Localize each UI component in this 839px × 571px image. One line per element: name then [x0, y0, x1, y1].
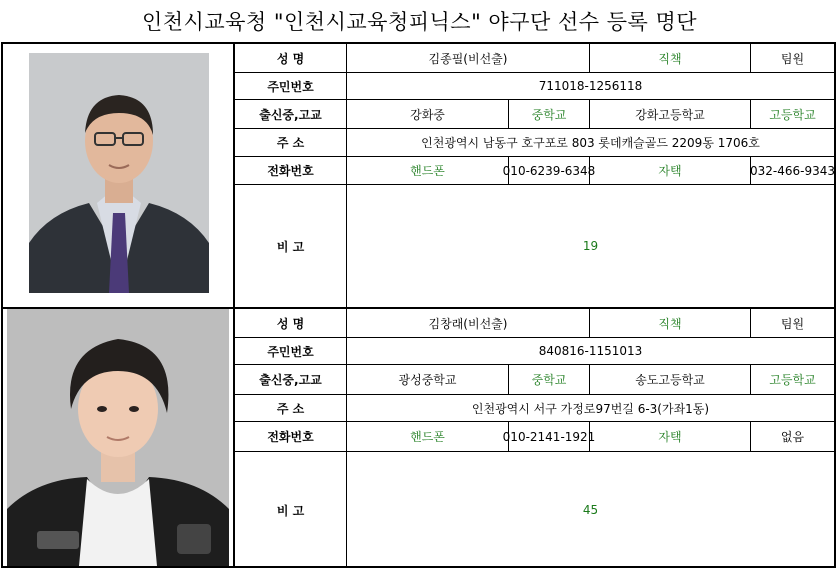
roster-sheet [1, 42, 836, 568]
high-school-label: 고등학교 [751, 365, 834, 395]
middle-school-value: 광성중학교 [347, 365, 509, 395]
id-value: 840816-1151013 [347, 338, 834, 365]
player-block-2 [3, 307, 834, 568]
mobile-label: 핸드폰 [347, 422, 509, 452]
high-school-value: 강화고등학교 [590, 100, 751, 129]
page-title: 인천시교육청 "인천시교육청피닉스" 야구단 선수 등록 명단 [141, 10, 698, 34]
mobile-value: 010-2141-1921 [509, 422, 590, 452]
label-school: 출신중,고교 [235, 365, 347, 395]
info-grid [235, 44, 834, 307]
label-remark: 비 고 [235, 452, 347, 568]
middle-school-label: 중학교 [509, 365, 590, 395]
label-phone: 전화번호 [235, 422, 347, 452]
label-address: 주 소 [235, 129, 347, 157]
home-label: 자택 [590, 422, 751, 452]
home-label: 자택 [590, 157, 751, 185]
photo-cell [3, 44, 235, 307]
mobile-value: 010-6239-6348 [509, 157, 590, 185]
remark-value: 45 [582, 503, 599, 517]
player-block-1 [3, 44, 834, 307]
id-value: 711018-1256118 [347, 73, 834, 100]
name-value: 김종필(비선출) [347, 44, 590, 73]
label-remark: 비 고 [235, 185, 347, 307]
player-photo [7, 309, 229, 566]
middle-school-value: 강화중 [347, 100, 509, 129]
label-school: 출신중,고교 [235, 100, 347, 129]
label-name: 성 명 [235, 44, 347, 73]
home-value: 032-466-9343 [751, 157, 834, 185]
label-id: 주민번호 [235, 73, 347, 100]
label-address: 주 소 [235, 395, 347, 422]
high-school-label: 고등학교 [751, 100, 834, 129]
label-name: 성 명 [235, 309, 347, 338]
address-value: 인천광역시 서구 가정로97번길 6-3(가좌1동) [347, 395, 834, 422]
high-school-value: 송도고등학교 [590, 365, 751, 395]
address-value: 인천광역시 남동구 호구포로 803 롯데캐슬골드 2209동 1706호 [347, 129, 834, 157]
middle-school-label: 중학교 [509, 100, 590, 129]
photo-cell [3, 309, 235, 568]
player-photo [29, 53, 209, 293]
position-value: 팀원 [751, 44, 834, 73]
remark-value: 19 [582, 239, 599, 253]
position-label: 직책 [590, 44, 751, 73]
position-label: 직책 [590, 309, 751, 338]
position-value: 팀원 [751, 309, 834, 338]
label-phone: 전화번호 [235, 157, 347, 185]
name-value: 김창래(비선출) [347, 309, 590, 338]
mobile-label: 핸드폰 [347, 157, 509, 185]
home-value: 없음 [751, 422, 834, 452]
info-grid [235, 309, 834, 568]
label-id: 주민번호 [235, 338, 347, 365]
